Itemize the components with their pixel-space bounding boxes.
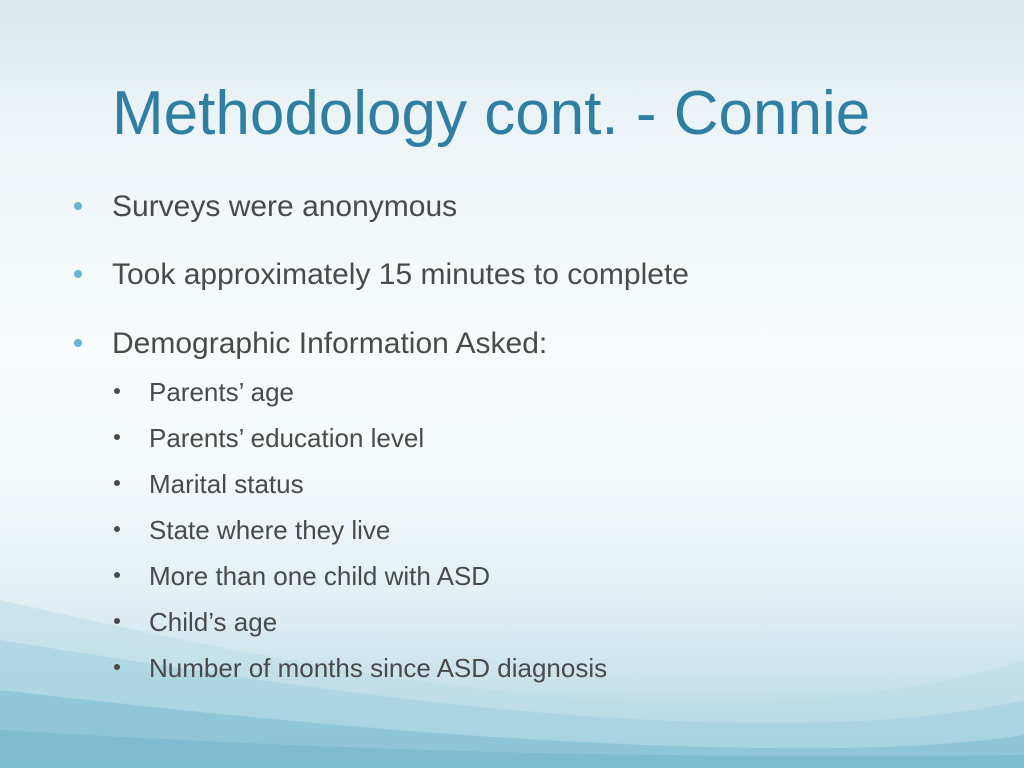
bullet-text: Took approximately 15 minutes to complete [112,258,689,291]
sub-bullet-text: Parents’ education level [149,423,425,453]
sub-bullet-dot-icon [114,434,120,440]
bullet-item-duration [112,258,689,292]
bullet-text: Surveys were anonymous [112,190,458,223]
bullet-dot-icon [74,202,82,210]
sub-bullet-dot-icon [114,664,120,670]
sub-bullet-dot-icon [114,618,120,624]
sub-bullet-dot-icon [114,572,120,578]
bullet-dot-icon [74,270,82,278]
slide-title: Methodology cont. - Connie [112,79,871,148]
sub-bullet-text: Parents’ age [149,377,295,407]
sub-bullet-item [149,653,607,684]
sub-bullet-item [149,515,390,546]
bullet-dot-icon [74,339,82,347]
sub-bullet-text: State where they live [149,515,391,545]
sub-bullet-item [149,423,424,454]
sub-bullet-dot-icon [114,388,120,394]
sub-bullet-text: Number of months since ASD diagnosis [149,653,608,683]
sub-bullet-dot-icon [114,526,120,532]
sub-bullet-dot-icon [114,480,120,486]
sub-bullet-item [149,377,294,408]
sub-bullet-item [149,561,490,592]
bullet-item-demographics [112,327,547,361]
bullet-item-surveys [112,190,457,224]
sub-bullet-text: Marital status [149,469,304,499]
sub-bullet-text: Child’s age [149,607,278,637]
sub-bullet-text: More than one child with ASD [149,561,491,591]
sub-bullet-item [149,607,277,638]
bullet-text: Demographic Information Asked: [112,327,548,360]
sub-bullet-item [149,469,304,500]
